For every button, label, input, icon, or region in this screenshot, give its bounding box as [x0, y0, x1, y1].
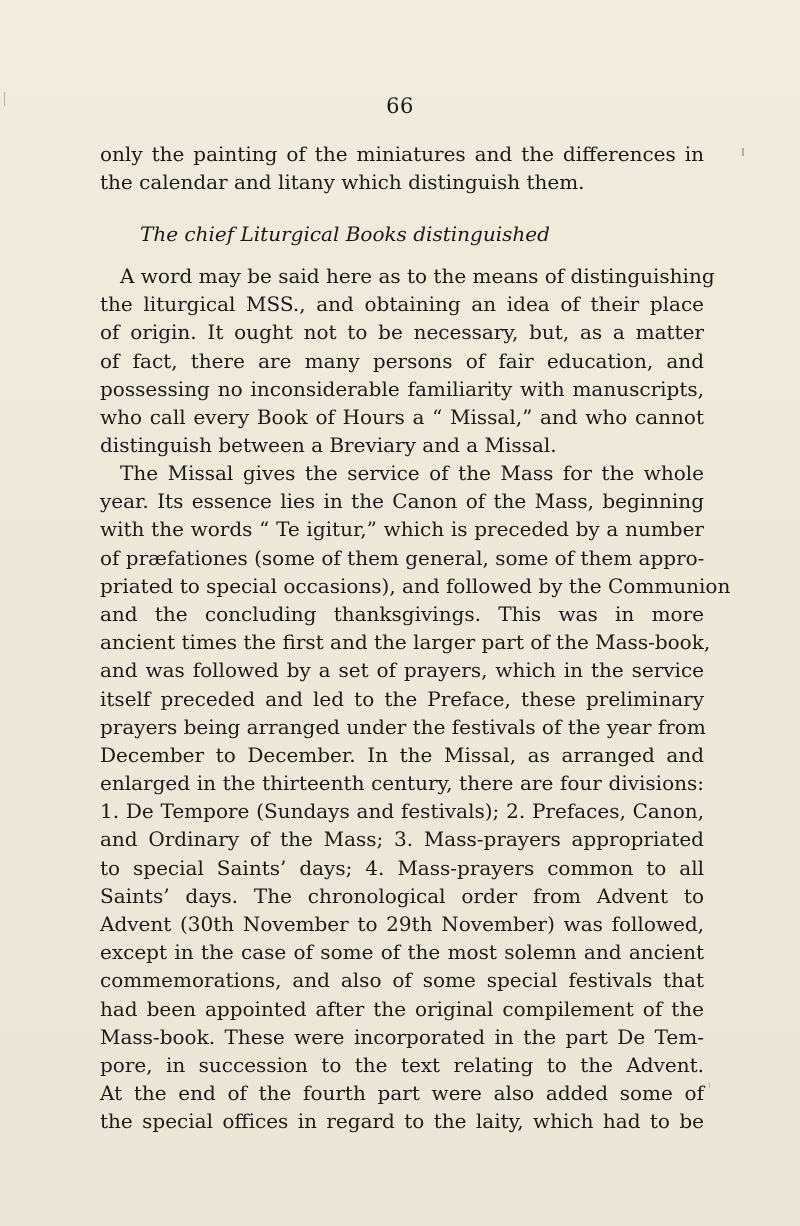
page-number: 66	[386, 94, 414, 118]
text-line: had been appointed after the original compilement of the	[100, 996, 704, 1021]
text-line: prayers being arranged under the festivals of the year from	[100, 714, 706, 739]
text-line: itself preceded and led to the Preface, these preliminary	[100, 686, 704, 711]
text-line: priated to special occasions), and followed by the Communion	[100, 573, 731, 598]
text-line: only the painting of the miniatures and the differences in	[100, 142, 704, 166]
paper-mark	[709, 1082, 710, 1088]
text-line: commemorations, and also of some special festivals that	[100, 968, 704, 993]
text-line: with the words “ Te igitur,” which is preceded by a number	[100, 517, 704, 542]
text-line: who call every Book of Hours a “ Missal,” and who cannot	[100, 404, 704, 429]
text-line: At the end of the fourth part were also added some of	[100, 1081, 704, 1106]
text-line: the liturgical MSS., and obtaining an idea of their place	[100, 292, 704, 317]
text-line: Advent (30th November to 29th November) was followed,	[100, 912, 704, 936]
text-line: of præfationes (some of them general, some of them appro-	[100, 545, 705, 570]
text-line: of origin. It ought not to be necessary, but, as a matter	[100, 320, 704, 345]
paper-mark	[742, 148, 744, 156]
text-line: except in the case of some of the most solemn and ancient	[100, 940, 704, 965]
section-heading: The chief Liturgical Books distinguished	[140, 222, 550, 246]
text-line: ancient times the first and the larger part of the Mass-book,	[100, 630, 711, 655]
paragraph-2	[100, 459, 731, 1136]
text-line: Mass-book. These were incorporated in the part De Tem-	[100, 1024, 704, 1049]
text-line: of fact, there are many persons of fair education, and	[100, 348, 704, 373]
text-line: the special offices in regard to the laity, which had to be	[100, 1109, 704, 1134]
paragraph-1	[100, 262, 715, 459]
text-line: to special Saints’ days; 4. Mass-prayers common to all	[100, 855, 704, 880]
text-line: A word may be said here as to the means of distinguishing	[120, 264, 715, 288]
text-line: December to December. In the Missal, as arranged and	[100, 742, 704, 767]
text-line: 1. De Tempore (Sundays and festivals); 2. Prefaces, Canon,	[100, 799, 704, 824]
text-line: pore, in succession to the text relating to the Advent.	[100, 1052, 704, 1077]
text-line: distinguish between a Breviary and a Missal.	[100, 433, 557, 458]
text-line: the calendar and litany which distinguish them.	[100, 170, 585, 195]
text-line: Saints’ days. The chronological order from Advent to	[100, 883, 704, 908]
intro-text	[100, 140, 704, 196]
text-line: possessing no inconsiderable familiarity with manuscripts,	[100, 376, 704, 401]
text-line: and Ordinary of the Mass; 3. Mass-prayers appropriated	[100, 827, 704, 852]
text-line: enlarged in the thirteenth century, there are four divisions:	[100, 771, 704, 796]
text-line: The Missal gives the service of the Mass for the whole	[120, 461, 704, 485]
text-line: year. Its essence lies in the Canon of the Mass, beginning	[100, 489, 704, 514]
text-line: and was followed by a set of prayers, which in the service	[100, 658, 704, 683]
text-line: and the concluding thanksgivings. This was in more	[100, 601, 704, 626]
